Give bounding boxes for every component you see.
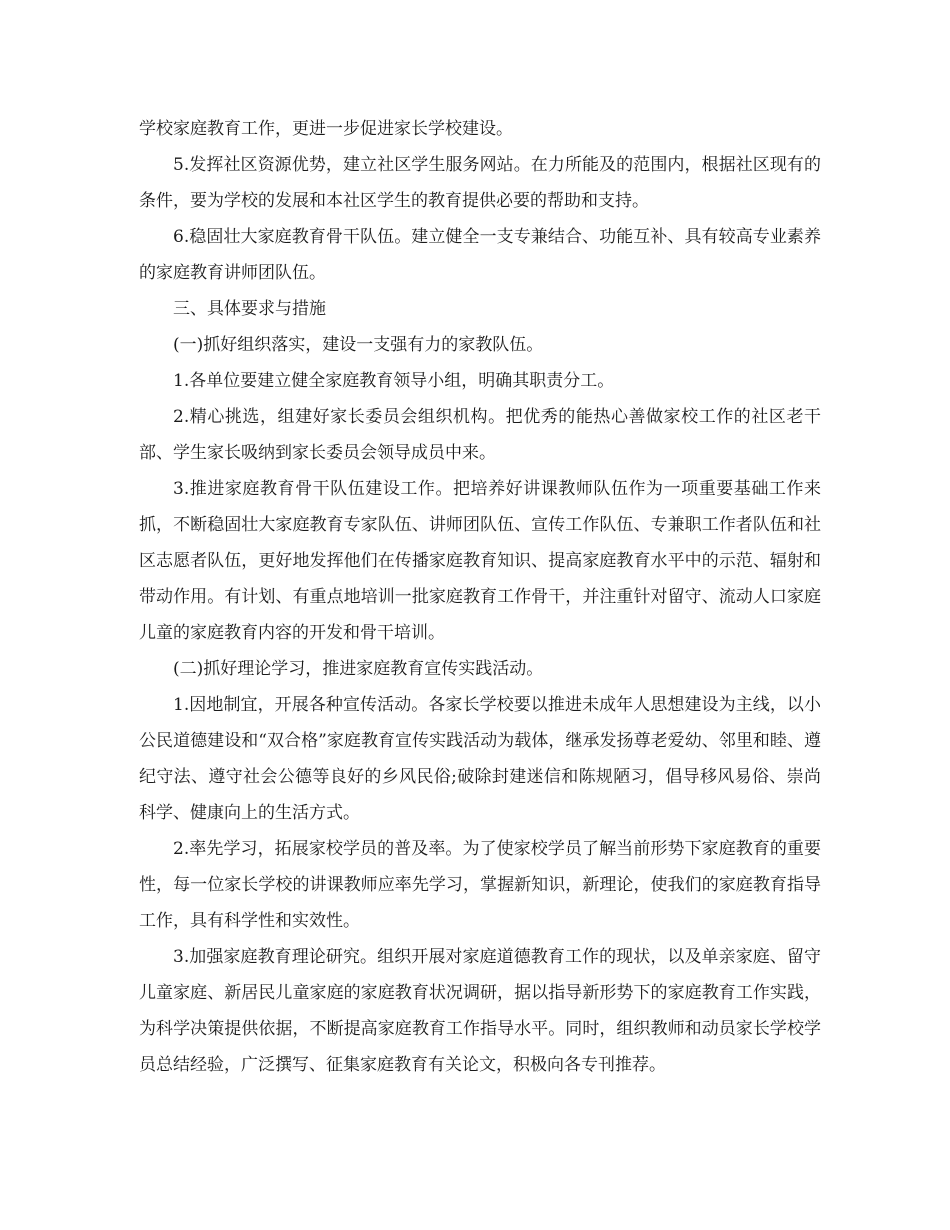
paragraph-item-5: 5.发挥社区资源优势，建立社区学生服务网站。在力所能及的范围内，根据社区现有的条件，要为学校的发展和本社区学生的教育提供必要的帮助和支持。 [139,155,821,211]
subsection-heading-1: (一)抓好组织落实，建设一支强有力的家教队伍。 [173,335,544,355]
subsection-heading-2: (二)抓好理论学习，推进家庭教育宣传实践活动。 [173,659,544,679]
paragraph-subitem-2-3: 3.加强家庭教育理论研究。组织开展对家庭道德教育工作的现状，以及单亲家庭、留守儿童家庭、新居民儿童家庭的家庭教育状况调研，据以指导新形势下的家庭教育工作实践，为科学决策提供依据，不断提高家庭教育工作指导水平。同时，组织教师和动员家长学校学员总结经验，广泛撰写、征集家庭教育有关论文，积极向各专刊推荐。 [139,947,821,1075]
paragraph-subitem-1-1: 1.各单位要建立健全家庭教育领导小组，明确其职责分工。 [173,371,615,391]
document-body [139,111,821,1083]
paragraph-item-6: 6.稳固壮大家庭教育骨干队伍。建立健全一支专兼结合、功能互补、具有较高专业素养的家庭教育讲师团队伍。 [139,227,821,283]
paragraph-subitem-1-2: 2.精心挑选，组建好家长委员会组织机构。把优秀的能热心善做家校工作的社区老干部、学生家长吸纳到家长委员会领导成员中来。 [139,407,821,463]
paragraph-subitem-1-3: 3.推进家庭教育骨干队伍建设工作。把培养好讲课教师队伍作为一项重要基础工作来抓，不断稳固壮大家庭教育专家队伍、讲师团队伍、宣传工作队伍、专兼职工作者队伍和社区志愿者队伍，更好地发挥他们在传播家庭教育知识、提高家庭教育水平中的示范、辐射和带动作用。有计划、有重点地培训一批家庭教育工作骨干，并注重针对留守、流动人口家庭儿童的家庭教育内容的开发和骨干培训。 [139,479,821,643]
paragraph-subitem-2-1: 1.因地制宜，开展各种宣传活动。各家长学校要以推进未成年人思想建设为主线，以小公民道德建设和“双合格”家庭教育宣传实践活动为载体，继承发扬尊老爱幼、邻里和睦、遵纪守法、遵守社会公德等良好的乡风民俗;破除封建迷信和陈规陋习，倡导移风易俗、崇尚科学、健康向上的生活方式。 [139,695,821,823]
section-heading-3: 三、具体要求与措施 [173,299,326,319]
paragraph-continuation: 学校家庭教育工作，更进一步促进家长学校建设。 [139,119,513,139]
paragraph-subitem-2-2: 2.率先学习，拓展家校学员的普及率。为了使家校学员了解当前形势下家庭教育的重要性，每一位家长学校的讲课教师应率先学习，掌握新知识，新理论，使我们的家庭教育指导工作，具有科学性和实效性。 [139,839,821,931]
